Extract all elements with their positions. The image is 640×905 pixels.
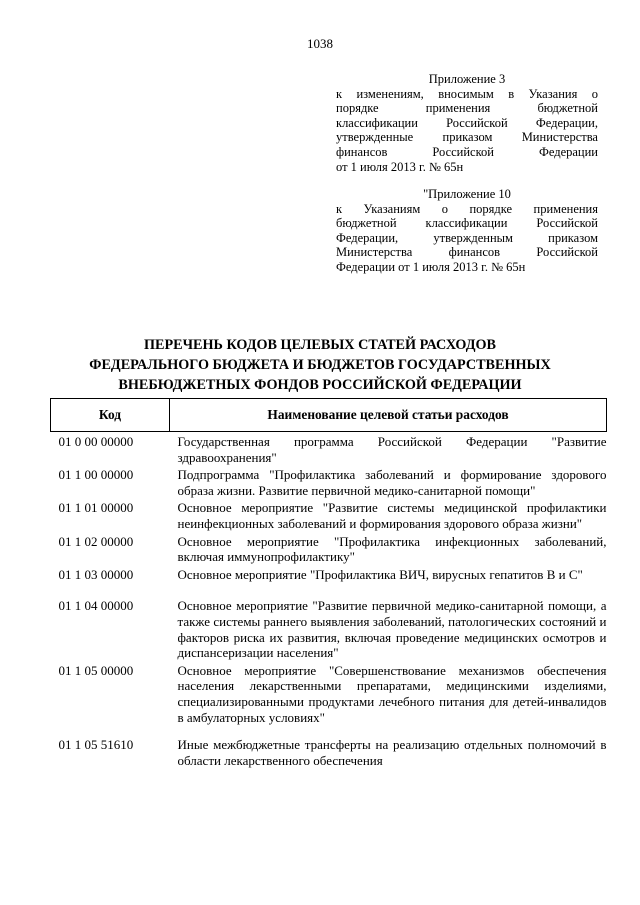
appendix-10-line: к Указаниям о порядке применения <box>336 201 598 216</box>
row-code: 01 1 03 00000 <box>58 566 134 582</box>
appendix-10-line: Федерации, утвержденным приказом <box>336 230 598 245</box>
row-name: Подпрограмма "Профилактика заболеваний и формирование здорового образа жизни. Развитие первичной медико-санитарной помощи" <box>177 467 607 498</box>
row-code: 01 1 04 00000 <box>58 598 134 614</box>
appendix-3-line: от 1 июля 2013 г. № 65н <box>336 159 464 174</box>
appendix-10-line: Федерации от 1 июля 2013 г. № 65н <box>336 259 526 274</box>
table-row <box>51 465 607 498</box>
row-code: 01 1 01 00000 <box>58 500 134 516</box>
appendix-3-line: финансов Российской Федерации <box>336 144 598 159</box>
appendix-10-line: бюджетной классификации Российской <box>336 216 598 231</box>
appendix-3-line: утвержденные приказом Министерства <box>336 130 598 145</box>
target-items-table <box>50 398 607 768</box>
page-number: 1038 <box>307 36 333 51</box>
title-line: ВНЕБЮДЖЕТНЫХ ФОНДОВ РОССИЙСКОЙ ФЕДЕРАЦИИ <box>118 377 522 393</box>
appendix-10-title: "Приложение 10 <box>423 187 511 201</box>
row-name: Основное мероприятие "Развитие системы медицинской профилактики неинфекционных заболеваний и формирования здорового образа жизни" <box>177 500 607 531</box>
table-row <box>51 532 607 565</box>
table-header-row <box>51 399 607 432</box>
name-column-header: Наименование целевой статьи расходов <box>170 399 607 432</box>
appendix-3-line: классификации Российской Федерации, <box>336 115 598 130</box>
row-name: Иные межбюджетные трансферты на реализацию отдельных полномочий в области лекарственного обеспечения <box>177 737 607 768</box>
table-row <box>51 596 607 660</box>
document-title <box>40 335 600 395</box>
row-code: 01 1 02 00000 <box>58 533 134 549</box>
code-column-header: Код <box>51 399 170 432</box>
row-name: Государственная программа Российской Федерации "Развитие здравоохранения" <box>177 434 607 465</box>
table-row <box>51 661 607 735</box>
title-line: ПЕРЕЧЕНЬ КОДОВ ЦЕЛЕВЫХ СТАТЕЙ РАСХОДОВ <box>144 337 496 353</box>
table-row <box>51 735 607 768</box>
appendix-10-line: Министерства финансов Российской <box>336 245 598 260</box>
table-row <box>51 498 607 531</box>
row-code: 01 1 05 51610 <box>58 737 134 753</box>
table-row <box>51 565 607 597</box>
row-code: 01 1 05 00000 <box>58 662 134 678</box>
row-name: Основное мероприятие "Совершенствование механизмов обеспечения населения лекарственными препаратами, медицинскими изделиями, специализированными продуктами лечебного питания для детей-инвалидов в амбулаторных условиях" <box>177 662 607 725</box>
appendix-3-title: Приложение 3 <box>428 72 506 86</box>
row-name: Основное мероприятие "Профилактика инфекционных заболеваний, включая иммунопрофилактику" <box>177 533 607 565</box>
appendix-3-line: к изменениям, вносимым в Указания о <box>336 86 598 101</box>
row-name: Основное мероприятие "Развитие первичной медико-санитарной помощи, а также системы раннего выявления заболеваний, патологических состояний и факторов риска их развития, включая проведение медицинских осмотров и диспансеризации населения" <box>177 598 607 661</box>
title-line: ФЕДЕРАЛЬНОГО БЮДЖЕТА И БЮДЖЕТОВ ГОСУДАРСТВЕННЫХ <box>89 357 551 373</box>
table-row <box>51 432 607 466</box>
row-code: 01 1 00 00000 <box>58 467 134 483</box>
row-name: Основное мероприятие "Профилактика ВИЧ, вирусных гепатитов В и С" <box>177 566 583 582</box>
appendix-3-block <box>336 72 598 174</box>
row-code: 01 0 00 00000 <box>58 434 134 449</box>
appendix-10-block <box>336 187 598 275</box>
appendix-3-line: порядке применения бюджетной <box>336 101 598 116</box>
